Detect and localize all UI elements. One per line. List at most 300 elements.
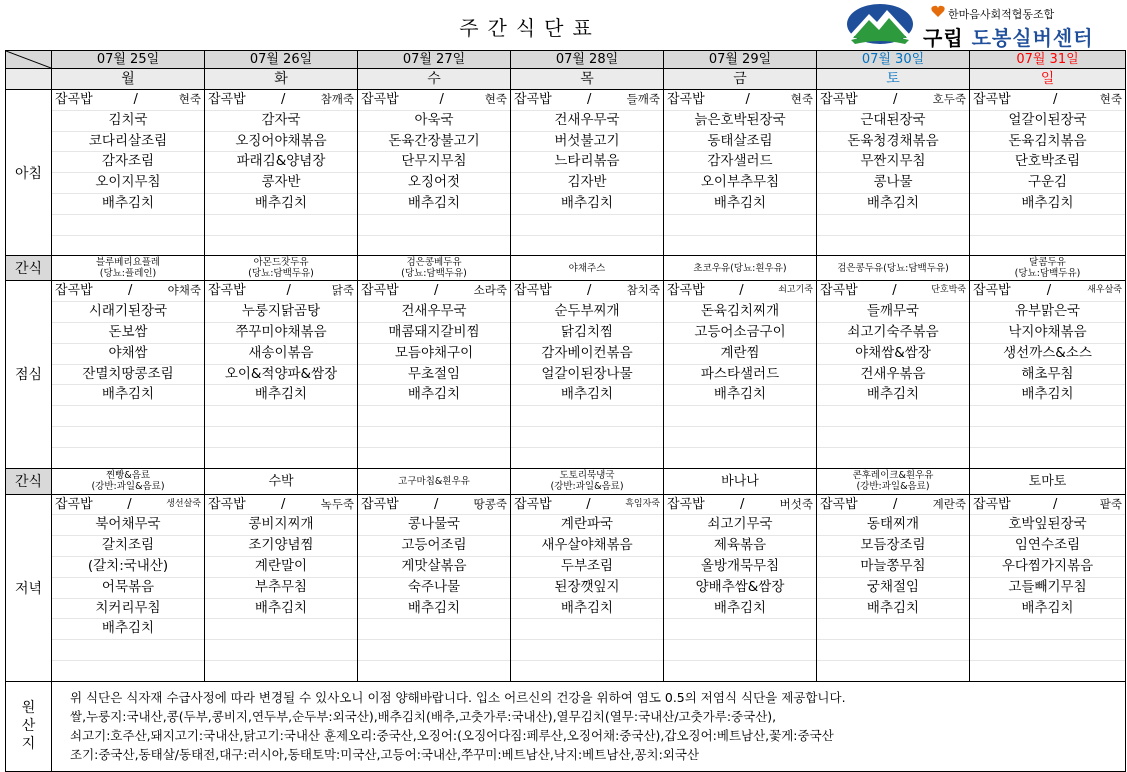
dinner-cell bbox=[205, 494, 358, 681]
logo-name: 도봉실버센터 bbox=[971, 26, 1094, 50]
dinner-row bbox=[6, 494, 1126, 681]
porridge-name: 참깨죽 bbox=[320, 92, 354, 106]
menu-item: 새송이볶음 bbox=[205, 344, 357, 365]
rice-label: 잡곡밥 bbox=[208, 283, 246, 299]
menu-item: 건새우무국 bbox=[511, 111, 663, 132]
menu-item: 오징어젓 bbox=[358, 173, 510, 194]
date-header-row bbox=[6, 51, 1126, 69]
snack-item: 바나나 bbox=[721, 473, 759, 489]
menu-item bbox=[205, 661, 357, 681]
snack-cell bbox=[358, 468, 511, 494]
menu-item: 배추김치 bbox=[511, 599, 663, 620]
menu-item: 양배추쌈&쌈장 bbox=[664, 578, 816, 599]
slash-separator: / bbox=[739, 283, 744, 299]
lunch-first-line bbox=[358, 281, 510, 302]
dinner-first-line bbox=[52, 495, 204, 516]
menu-item: 우다찜가지볶음 bbox=[970, 557, 1125, 578]
menu-item: 배추김치 bbox=[970, 385, 1125, 406]
rice-label: 잡곡밥 bbox=[361, 283, 399, 299]
menu-item bbox=[511, 448, 663, 468]
notes-line: 쇠고기:호주산,돼지고기:국내산,닭고기:국내산 훈제오리:중국산,오징어:(오징어다짐:페루산,오징어채:중국산),갑오징어:베트남산,꽃게:중국산 bbox=[70, 727, 834, 743]
afternoon-snack-row bbox=[6, 468, 1126, 494]
menu-item bbox=[664, 406, 816, 427]
slash-separator: / bbox=[892, 92, 898, 107]
menu-item bbox=[205, 448, 357, 468]
rice-label: 잡곡밥 bbox=[514, 283, 552, 299]
menu-item: 쭈꾸미야채볶음 bbox=[205, 323, 357, 344]
origin-row bbox=[6, 681, 1126, 771]
slash-separator: / bbox=[127, 283, 133, 299]
date-cell: 07월 27일 bbox=[358, 51, 511, 69]
slash-separator: / bbox=[286, 283, 291, 299]
breakfast-first-line bbox=[664, 90, 816, 111]
menu-item bbox=[52, 640, 204, 661]
slash-separator: / bbox=[586, 283, 592, 299]
notes-line: 쌀,누룽지:국내산,콩(두부,콩비지,연두부,순두부:외국산),배추김치(배추,고춧가루:국내산),열무김치(열무:국내산/고춧가루:중국산), bbox=[70, 708, 777, 724]
lunch-first-line bbox=[52, 281, 204, 302]
snack-cell bbox=[205, 468, 358, 494]
menu-item bbox=[511, 215, 663, 236]
menu-item bbox=[970, 619, 1125, 640]
menu-item: 계란찜 bbox=[664, 344, 816, 365]
menu-item: 배추김치 bbox=[52, 194, 204, 215]
menu-item: 김치국 bbox=[52, 111, 204, 132]
porridge-name: 현죽 bbox=[178, 92, 201, 106]
menu-item: 누룽지닭곰탕 bbox=[205, 302, 357, 323]
porridge-name: 쇠고기죽 bbox=[778, 285, 813, 296]
snack-item: 아몬드잣두유 bbox=[253, 257, 309, 269]
menu-item bbox=[358, 640, 510, 661]
slash-separator: / bbox=[1053, 496, 1058, 512]
lunch-cell bbox=[511, 281, 664, 468]
menu-item: 해초무침 bbox=[970, 365, 1125, 386]
menu-item: 배추김치 bbox=[511, 385, 663, 406]
menu-item: 오이부추무침 bbox=[664, 173, 816, 194]
porridge-name: 계란죽 bbox=[932, 496, 966, 511]
menu-item bbox=[970, 215, 1125, 236]
rice-label: 잡곡밥 bbox=[820, 283, 858, 299]
menu-item: 부추무침 bbox=[205, 578, 357, 599]
menu-item: 얼갈이된장국 bbox=[970, 111, 1125, 132]
menu-item: 감자샐러드 bbox=[664, 152, 816, 173]
menu-item bbox=[664, 215, 816, 236]
dinner-cell bbox=[511, 494, 664, 681]
dinner-label: 저녁 bbox=[6, 494, 52, 681]
slash-separator: / bbox=[745, 92, 750, 107]
menu-item bbox=[511, 427, 663, 448]
menu-item bbox=[52, 448, 204, 468]
menu-item bbox=[664, 640, 816, 661]
snack-cell bbox=[511, 468, 664, 494]
menu-item: 임연수조림 bbox=[970, 536, 1125, 557]
snack-item: 찐빵&음료 bbox=[105, 470, 151, 482]
snack-cell bbox=[205, 256, 358, 281]
lunch-first-line bbox=[205, 281, 357, 302]
porridge-name: 땅콩죽 bbox=[473, 496, 507, 511]
date-cell: 07월 25일 bbox=[52, 51, 205, 69]
date-cell: 07월 26일 bbox=[205, 51, 358, 69]
snack-item: 검은콩베두유 bbox=[406, 257, 462, 269]
menu-item bbox=[817, 427, 969, 448]
snack-item: 달콤두유 bbox=[1029, 257, 1066, 269]
dinner-first-line bbox=[664, 495, 816, 516]
mountain-logo-icon bbox=[845, 2, 915, 46]
logo-org-name: 한마음사회적협동조합 bbox=[948, 8, 1055, 21]
porridge-name: 생선살죽 bbox=[166, 498, 201, 509]
menu-item bbox=[205, 215, 357, 236]
menu-item: 배추김치 bbox=[970, 194, 1125, 215]
menu-item: 오이지무침 bbox=[52, 173, 204, 194]
menu-item bbox=[52, 661, 204, 681]
rice-label: 잡곡밥 bbox=[667, 92, 705, 107]
date-cell-sunday: 07월 31일 bbox=[970, 51, 1126, 69]
menu-item bbox=[664, 236, 816, 256]
snack-item: (당뇨:플레인) bbox=[99, 268, 157, 280]
menu-item: 코다리살조림 bbox=[52, 132, 204, 153]
menu-item bbox=[664, 619, 816, 640]
menu-item: 배추김치 bbox=[52, 619, 204, 640]
breakfast-first-line bbox=[817, 90, 969, 111]
menu-item: 배추김치 bbox=[664, 194, 816, 215]
menu-item bbox=[817, 661, 969, 681]
menu-item: 버섯불고기 bbox=[511, 132, 663, 153]
origin-label bbox=[6, 681, 52, 771]
menu-item: 단호박조림 bbox=[970, 152, 1125, 173]
porridge-name: 녹두죽 bbox=[320, 496, 354, 511]
menu-item: 파래김&양념장 bbox=[205, 152, 357, 173]
menu-item: 배추김치 bbox=[358, 194, 510, 215]
lunch-first-line bbox=[664, 281, 816, 302]
menu-item: 얼갈이된장나물 bbox=[511, 365, 663, 386]
menu-item: 궁채절임 bbox=[817, 578, 969, 599]
menu-item: 두부조림 bbox=[511, 557, 663, 578]
menu-item: 된장깻잎지 bbox=[511, 578, 663, 599]
weekday-cell: 월 bbox=[52, 69, 205, 90]
menu-item bbox=[205, 406, 357, 427]
menu-item: 배추김치 bbox=[358, 385, 510, 406]
slash-separator: / bbox=[586, 92, 592, 107]
heart-hands-icon bbox=[931, 5, 945, 18]
menu-item bbox=[817, 236, 969, 256]
slash-separator: / bbox=[433, 496, 439, 512]
menu-item bbox=[52, 406, 204, 427]
snack-cell bbox=[664, 256, 817, 281]
menu-item: 돈보쌈 bbox=[52, 323, 204, 344]
porridge-name: 버섯죽 bbox=[779, 496, 813, 511]
menu-item: 마늘쫑무침 bbox=[817, 557, 969, 578]
snack-item: 블루베리요플레 bbox=[95, 257, 161, 269]
breakfast-cell bbox=[205, 90, 358, 256]
snack-cell bbox=[817, 468, 970, 494]
snack-cell bbox=[52, 256, 205, 281]
porridge-name: 현죽 bbox=[484, 92, 507, 106]
lunch-cell bbox=[970, 281, 1126, 468]
menu-item bbox=[664, 427, 816, 448]
menu-item: 건새우무국 bbox=[358, 302, 510, 323]
menu-item: 배추김치 bbox=[817, 385, 969, 406]
menu-item: 어묵볶음 bbox=[52, 578, 204, 599]
menu-item: 배추김치 bbox=[205, 385, 357, 406]
lunch-row bbox=[6, 281, 1126, 468]
menu-item: 잔멸치땅콩조림 bbox=[52, 365, 204, 386]
lunch-cell bbox=[817, 281, 970, 468]
porridge-name: 현죽 bbox=[1099, 92, 1122, 106]
breakfast-cell bbox=[817, 90, 970, 256]
dinner-first-line bbox=[205, 495, 357, 516]
menu-item: 배추김치 bbox=[664, 599, 816, 620]
notes-line: 조기:중국산,동태살/동태전,대구:러시아,동태토막:미국산,고등어:국내산,쭈꾸미:베트남산,낙지:베트남산,꽁치:외국산 bbox=[70, 746, 700, 762]
menu-item: 돈육간장불고기 bbox=[358, 132, 510, 153]
lunch-cell bbox=[664, 281, 817, 468]
slash-separator: / bbox=[133, 92, 138, 107]
snack-item: 초코우유(당뇨:흰우유) bbox=[693, 262, 787, 274]
menu-item: 계란파국 bbox=[511, 515, 663, 536]
notes-line: 위 식단은 식자재 수급사정에 따라 변경될 수 있사오니 이점 양해바랍니다. 입소 어르신의 건강을 위하여 염도 0.5의 저염식 식단을 제공합니다. bbox=[70, 689, 846, 705]
menu-item: 치커리무침 bbox=[52, 599, 204, 620]
porridge-name: 새우살죽 bbox=[1087, 285, 1122, 296]
menu-item: 배추김치 bbox=[358, 599, 510, 620]
snack-item: (강반:과일&음료) bbox=[550, 481, 624, 493]
snack-item: (강반:과일&음료) bbox=[91, 481, 165, 493]
menu-item bbox=[358, 406, 510, 427]
porridge-name: 닭죽 bbox=[331, 283, 354, 298]
weekday-cell-sunday: 일 bbox=[970, 69, 1126, 90]
weekly-menu-table bbox=[5, 50, 1126, 772]
menu-item bbox=[970, 406, 1125, 427]
menu-item: 닭김치찜 bbox=[511, 323, 663, 344]
menu-item: 근대된장국 bbox=[817, 111, 969, 132]
menu-item: 계란말이 bbox=[205, 557, 357, 578]
menu-item: 무짠지무침 bbox=[817, 152, 969, 173]
menu-item: 콩비지찌개 bbox=[205, 515, 357, 536]
breakfast-first-line bbox=[970, 90, 1125, 111]
rice-label: 잡곡밥 bbox=[55, 496, 93, 512]
slash-separator: / bbox=[739, 496, 745, 512]
slash-separator: / bbox=[433, 283, 439, 299]
menu-item: 건새우볶음 bbox=[817, 365, 969, 386]
breakfast-cell bbox=[358, 90, 511, 256]
porridge-name: 팥죽 bbox=[1099, 496, 1122, 511]
snack-item: (당뇨:담백두유) bbox=[401, 268, 467, 280]
date-cell-saturday: 07월 30일 bbox=[817, 51, 970, 69]
snack-item: 콘후레이크&흰우유 bbox=[852, 470, 934, 482]
origin-label-text: 원산지 bbox=[21, 700, 36, 753]
snack-item: 고구마칩&흰우유 bbox=[398, 475, 470, 487]
menu-item bbox=[817, 640, 969, 661]
rice-label: 잡곡밥 bbox=[55, 92, 93, 107]
snack-item: (강반:과일&음료) bbox=[856, 481, 930, 493]
breakfast-cell bbox=[970, 90, 1126, 256]
menu-item: 배추김치 bbox=[205, 599, 357, 620]
menu-item: 숙주나물 bbox=[358, 578, 510, 599]
menu-item bbox=[205, 640, 357, 661]
table-corner bbox=[6, 51, 52, 69]
snack-item: 야채주스 bbox=[568, 262, 606, 274]
menu-item: 생선까스&소스 bbox=[970, 344, 1125, 365]
menu-item bbox=[511, 640, 663, 661]
lunch-cell bbox=[358, 281, 511, 468]
menu-item bbox=[817, 406, 969, 427]
morning-snack-row bbox=[6, 256, 1126, 281]
menu-item: 오징어야채볶음 bbox=[205, 132, 357, 153]
breakfast-cell bbox=[52, 90, 205, 256]
menu-item: 제육볶음 bbox=[664, 536, 816, 557]
menu-item: 느타리볶음 bbox=[511, 152, 663, 173]
snack-cell bbox=[664, 468, 817, 494]
rice-label: 잡곡밥 bbox=[361, 92, 399, 107]
menu-item bbox=[511, 406, 663, 427]
menu-item: 아욱국 bbox=[358, 111, 510, 132]
menu-item: 배추김치 bbox=[511, 194, 663, 215]
menu-item: 콩나물 bbox=[817, 173, 969, 194]
menu-item: 야채쌈 bbox=[52, 344, 204, 365]
porridge-name: 현죽 bbox=[790, 92, 813, 106]
menu-item: 호박잎된장국 bbox=[970, 515, 1125, 536]
logo-center-name bbox=[923, 22, 1094, 51]
menu-item: 늙은호박된장국 bbox=[664, 111, 816, 132]
slash-separator: / bbox=[127, 496, 132, 512]
menu-item bbox=[817, 215, 969, 236]
menu-item: 배추김치 bbox=[52, 385, 204, 406]
snack-label: 간식 bbox=[6, 468, 52, 494]
snack-cell bbox=[970, 468, 1126, 494]
snack-cell bbox=[358, 256, 511, 281]
notes-cell bbox=[52, 681, 1126, 771]
rice-label: 잡곡밥 bbox=[667, 283, 705, 299]
breakfast-first-line bbox=[511, 90, 663, 111]
slash-separator: / bbox=[280, 92, 286, 107]
menu-item: 새우살야채볶음 bbox=[511, 536, 663, 557]
menu-item: 감자조림 bbox=[52, 152, 204, 173]
porridge-name: 단호박죽 bbox=[931, 285, 966, 296]
menu-item bbox=[970, 661, 1125, 681]
slash-separator: / bbox=[892, 496, 898, 512]
snack-cell bbox=[970, 256, 1126, 281]
menu-item: 올방개묵무침 bbox=[664, 557, 816, 578]
date-cell: 07월 29일 bbox=[664, 51, 817, 69]
breakfast-first-line bbox=[205, 90, 357, 111]
menu-item: 배추김치 bbox=[205, 194, 357, 215]
snack-item: 도토리묵냉국 bbox=[559, 470, 615, 482]
menu-item: 동태살조림 bbox=[664, 132, 816, 153]
menu-item: 배추김치 bbox=[664, 385, 816, 406]
menu-item: 감자베이컨볶음 bbox=[511, 344, 663, 365]
menu-item: 콩나물국 bbox=[358, 515, 510, 536]
slash-separator: / bbox=[892, 283, 897, 299]
rice-label: 잡곡밥 bbox=[973, 92, 1011, 107]
snack-item: (당뇨:담백두유) bbox=[248, 268, 314, 280]
rice-label: 잡곡밥 bbox=[973, 496, 1011, 512]
menu-item: 고등어소금구이 bbox=[664, 323, 816, 344]
snack-item: 수박 bbox=[268, 473, 294, 489]
breakfast-cell bbox=[511, 90, 664, 256]
weekday-cell: 금 bbox=[664, 69, 817, 90]
dinner-cell bbox=[664, 494, 817, 681]
porridge-name: 야채죽 bbox=[167, 283, 201, 298]
porridge-name: 호두죽 bbox=[932, 92, 966, 106]
dinner-first-line bbox=[358, 495, 510, 516]
menu-item: 게맛살볶음 bbox=[358, 557, 510, 578]
porridge-name: 참치죽 bbox=[626, 283, 660, 298]
menu-item: 들깨무국 bbox=[817, 302, 969, 323]
menu-item bbox=[358, 215, 510, 236]
dinner-cell bbox=[817, 494, 970, 681]
rice-label: 잡곡밥 bbox=[514, 496, 552, 512]
menu-item bbox=[358, 619, 510, 640]
menu-item: 동태찌개 bbox=[817, 515, 969, 536]
rice-label: 잡곡밥 bbox=[514, 92, 552, 107]
weekday-cell: 수 bbox=[358, 69, 511, 90]
menu-item: 갈치조림 bbox=[52, 536, 204, 557]
menu-item: 유부맑은국 bbox=[970, 302, 1125, 323]
menu-item: 모듬장조림 bbox=[817, 536, 969, 557]
menu-item: 구운김 bbox=[970, 173, 1125, 194]
weekday-cell: 목 bbox=[511, 69, 664, 90]
menu-item: 조기양념찜 bbox=[205, 536, 357, 557]
menu-item: 고들빼기무침 bbox=[970, 578, 1125, 599]
logo bbox=[845, 0, 1120, 48]
rice-label: 잡곡밥 bbox=[55, 283, 93, 299]
porridge-name: 들깨죽 bbox=[626, 92, 660, 106]
menu-item: 감자국 bbox=[205, 111, 357, 132]
menu-item bbox=[664, 448, 816, 468]
menu-item bbox=[205, 619, 357, 640]
menu-item bbox=[970, 640, 1125, 661]
menu-item: 오이&적양파&쌈장 bbox=[205, 365, 357, 386]
menu-item bbox=[970, 236, 1125, 256]
menu-item: 단무지무침 bbox=[358, 152, 510, 173]
menu-item: 순두부찌개 bbox=[511, 302, 663, 323]
slash-separator: / bbox=[280, 496, 286, 512]
snack-cell bbox=[52, 468, 205, 494]
weekday-cell: 화 bbox=[205, 69, 358, 90]
snack-item: 검은콩두유(당뇨:담백두유) bbox=[837, 262, 949, 274]
menu-item bbox=[817, 619, 969, 640]
lunch-label: 점심 bbox=[6, 281, 52, 468]
lunch-first-line bbox=[970, 281, 1125, 302]
menu-item: 돈육김치볶음 bbox=[970, 132, 1125, 153]
weekday-header-row bbox=[6, 69, 1126, 90]
rice-label: 잡곡밥 bbox=[208, 496, 246, 512]
snack-item: 토마토 bbox=[1028, 473, 1067, 489]
menu-item: 파스타샐러드 bbox=[664, 365, 816, 386]
slash-separator: / bbox=[1046, 283, 1052, 299]
menu-item bbox=[52, 427, 204, 448]
slash-separator: / bbox=[439, 92, 444, 107]
menu-item bbox=[358, 661, 510, 681]
logo-prefix: 구립 bbox=[923, 26, 964, 50]
menu-item bbox=[817, 448, 969, 468]
menu-item: 북어채무국 bbox=[52, 515, 204, 536]
rice-label: 잡곡밥 bbox=[973, 283, 1011, 299]
menu-item: 낙지야채볶음 bbox=[970, 323, 1125, 344]
menu-item: 돈육청경채볶음 bbox=[817, 132, 969, 153]
snack-cell bbox=[817, 256, 970, 281]
menu-item bbox=[358, 427, 510, 448]
rice-label: 잡곡밥 bbox=[667, 496, 705, 512]
breakfast-row bbox=[6, 90, 1126, 256]
menu-item: 배추김치 bbox=[970, 599, 1125, 620]
dinner-first-line bbox=[970, 495, 1125, 516]
dinner-cell bbox=[52, 494, 205, 681]
menu-item bbox=[511, 236, 663, 256]
rice-label: 잡곡밥 bbox=[361, 496, 399, 512]
menu-item: 시래기된장국 bbox=[52, 302, 204, 323]
menu-item: 모듬야채구이 bbox=[358, 344, 510, 365]
menu-item bbox=[52, 215, 204, 236]
porridge-name: 소라죽 bbox=[473, 283, 507, 298]
menu-item: 콩자반 bbox=[205, 173, 357, 194]
